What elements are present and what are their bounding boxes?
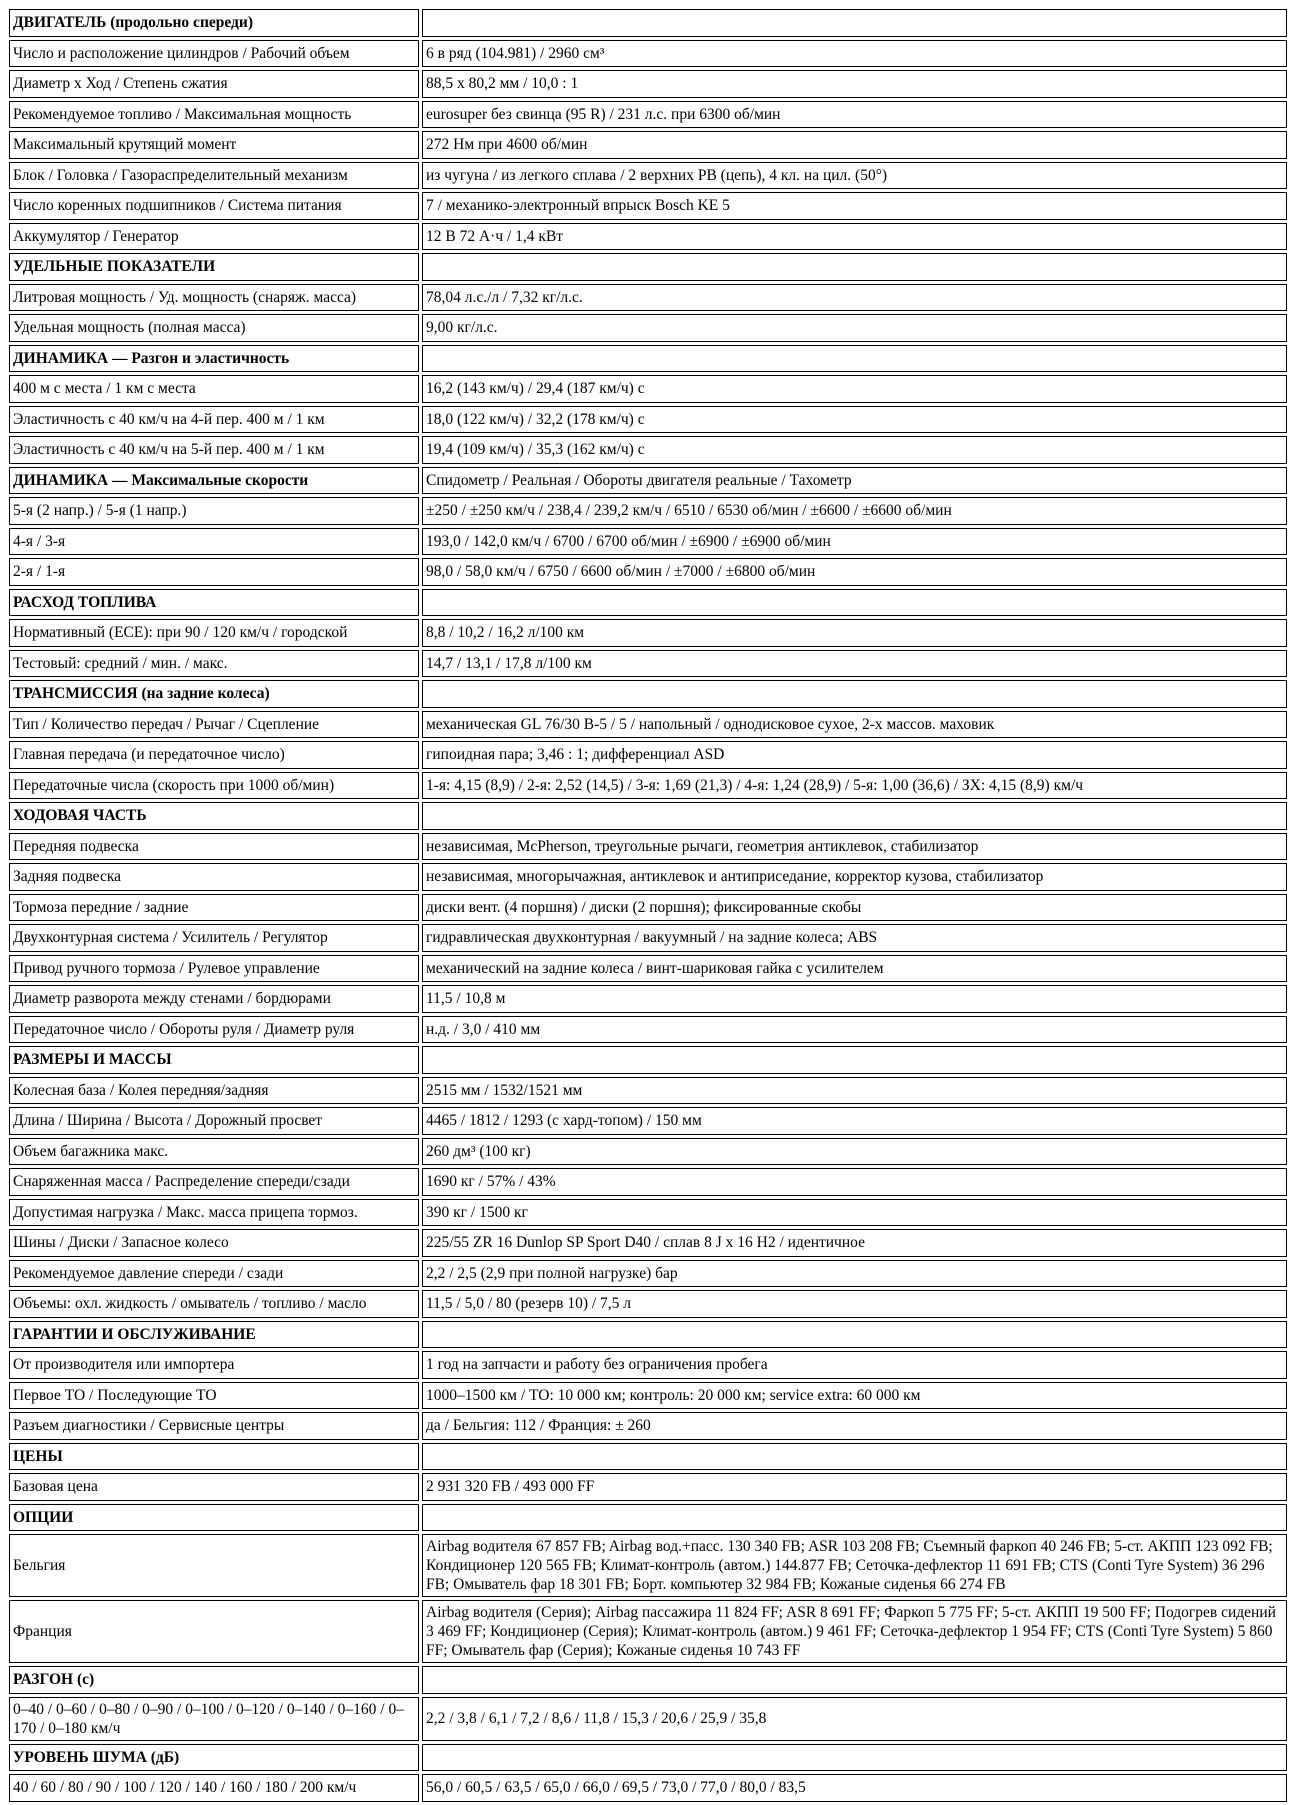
spec-label: Диаметр разворота между стенами / бордюрами [9,985,419,1013]
table-row [9,863,1287,891]
table-row [9,1473,1287,1501]
section-title: РАЗМЕРЫ И МАССЫ [9,1046,419,1074]
table-row [9,1382,1287,1410]
spec-label: 2-я / 1-я [9,558,419,586]
table-row [9,375,1287,403]
section-subtitle [422,1321,1287,1349]
section-header-row [9,1321,1287,1349]
table-row [9,650,1287,678]
section-header-row [9,802,1287,830]
spec-value: 98,0 / 58,0 км/ч / 6750 / 6600 об/мин / ±7000 / ±6800 об/мин [422,558,1287,586]
table-row [9,1107,1287,1135]
spec-value: гидравлическая двухконтурная / вакуумный / на задние колеса; ABS [422,924,1287,952]
spec-label: Первое ТО / Последующие ТО [9,1382,419,1410]
section-header-row [9,345,1287,373]
table-row [9,1016,1287,1044]
spec-label: Число и расположение цилиндров / Рабочий объем [9,40,419,68]
section-subtitle [422,1046,1287,1074]
spec-value: 16,2 (143 км/ч) / 29,4 (187 км/ч) с [422,375,1287,403]
section-subtitle [422,1443,1287,1471]
section-header-row [9,680,1287,708]
section-subtitle [422,1744,1287,1772]
section-header-row [9,253,1287,281]
table-row [9,497,1287,525]
table-row [9,894,1287,922]
spec-label: Эластичность с 40 км/ч на 4-й пер. 400 м / 1 км [9,406,419,434]
spec-label: Рекомендуемое давление спереди / сзади [9,1260,419,1288]
spec-label: Бельгия [9,1534,419,1597]
table-row [9,1168,1287,1196]
spec-value: 193,0 / 142,0 км/ч / 6700 / 6700 об/мин / ±6900 / ±6900 об/мин [422,528,1287,556]
section-header-row [9,1744,1287,1772]
spec-label: Нормативный (ЕСЕ): при 90 / 120 км/ч / городской [9,619,419,647]
spec-label: Максимальный крутящий момент [9,131,419,159]
table-row [9,772,1287,800]
section-header-row [9,1666,1287,1694]
spec-label: Передаточные числа (скорость при 1000 об/мин) [9,772,419,800]
spec-label: 4-я / 3-я [9,528,419,556]
spec-label: Тормоза передние / задние [9,894,419,922]
section-subtitle [422,253,1287,281]
spec-value: 78,04 л.с./л / 7,32 кг/л.с. [422,284,1287,312]
spec-value: 18,0 (122 км/ч) / 32,2 (178 км/ч) с [422,406,1287,434]
spec-value: 88,5 х 80,2 мм / 10,0 : 1 [422,70,1287,98]
spec-label: Шины / Диски / Запасное колесо [9,1229,419,1257]
table-row [9,1290,1287,1318]
spec-label: Базовая цена [9,1473,419,1501]
section-subtitle [422,802,1287,830]
spec-label: Колесная база / Колея передняя/задняя [9,1077,419,1105]
section-header-row [9,1046,1287,1074]
spec-value: 1-я: 4,15 (8,9) / 2-я: 2,52 (14,5) / 3-я: 1,69 (21,3) / 4-я: 1,24 (28,9) / 5-я: 1,00 (36,6) / ЗХ: 4,15 (8,9) км/ч [422,772,1287,800]
table-row [9,955,1287,983]
spec-value: 19,4 (109 км/ч) / 35,3 (162 км/ч) с [422,436,1287,464]
spec-value: гипоидная пара; 3,46 : 1; дифференциал ASD [422,741,1287,769]
section-subtitle [422,1504,1287,1532]
table-row [9,558,1287,586]
spec-label: Тип / Количество передач / Рычаг / Сцепление [9,711,419,739]
spec-value: независимая, McPherson, треугольные рычаги, геометрия антиклевок, стабилизатор [422,833,1287,861]
spec-value: механическая GL 76/30 B-5 / 5 / напольный / однодисковое сухое, 2-х массов. маховик [422,711,1287,739]
spec-value: 9,00 кг/л.с. [422,314,1287,342]
table-row [9,192,1287,220]
spec-value: 225/55 ZR 16 Dunlop SP Sport D40 / сплав 8 J x 16 H2 / идентичное [422,1229,1287,1257]
table-row [9,1077,1287,1105]
spec-label: Диаметр х Ход / Степень сжатия [9,70,419,98]
spec-label: Тестовый: средний / мин. / макс. [9,650,419,678]
table-row [9,985,1287,1013]
table-row [9,406,1287,434]
table-row [9,1412,1287,1440]
table-row [9,1138,1287,1166]
spec-table [6,6,1290,1805]
spec-value: да / Бельгия: 112 / Франция: ± 260 [422,1412,1287,1440]
section-header-row [9,467,1287,495]
spec-label: Допустимая нагрузка / Макс. масса прицепа тормоз. [9,1199,419,1227]
section-subtitle: Спидометр / Реальная / Обороты двигателя реальные / Тахометр [422,467,1287,495]
spec-value: 12 В 72 А·ч / 1,4 кВт [422,223,1287,251]
section-title: ДИНАМИКА — Разгон и эластичность [9,345,419,373]
table-row [9,162,1287,190]
table-row [9,1534,1287,1597]
spec-value: механический на задние колеса / винт-шариковая гайка с усилителем [422,955,1287,983]
section-header-row [9,589,1287,617]
spec-table-body [9,9,1287,1802]
spec-label: Объем багажника макс. [9,1138,419,1166]
table-row [9,131,1287,159]
table-row [9,436,1287,464]
spec-label: Задняя подвеска [9,863,419,891]
spec-label: Литровая мощность / Уд. мощность (снаряж. масса) [9,284,419,312]
section-title: РАСХОД ТОПЛИВА [9,589,419,617]
spec-value: диски вент. (4 поршня) / диски (2 поршня); фиксированные скобы [422,894,1287,922]
section-subtitle [422,589,1287,617]
spec-label: 5-я (2 напр.) / 5-я (1 напр.) [9,497,419,525]
section-title: УРОВЕНЬ ШУМА (дБ) [9,1744,419,1772]
spec-label: Передняя подвеска [9,833,419,861]
spec-label: От производителя или импортера [9,1351,419,1379]
spec-value: 2515 мм / 1532/1521 мм [422,1077,1287,1105]
table-row [9,1351,1287,1379]
spec-value: 11,5 / 5,0 / 80 (резерв 10) / 7,5 л [422,1290,1287,1318]
table-row [9,284,1287,312]
spec-value: 6 в ряд (104.981) / 2960 см³ [422,40,1287,68]
spec-value: 11,5 / 10,8 м [422,985,1287,1013]
spec-value: 272 Нм при 4600 об/мин [422,131,1287,159]
spec-label: Передаточное число / Обороты руля / Диаметр руля [9,1016,419,1044]
table-row [9,619,1287,647]
table-row [9,711,1287,739]
spec-value: 4465 / 1812 / 1293 (с хард-топом) / 150 мм [422,1107,1287,1135]
spec-value: 1690 кг / 57% / 43% [422,1168,1287,1196]
spec-label: Разъем диагностики / Сервисные центры [9,1412,419,1440]
table-row [9,1600,1287,1663]
section-title: ГАРАНТИИ И ОБСЛУЖИВАНИЕ [9,1321,419,1349]
spec-label: Блок / Головка / Газораспределительный механизм [9,162,419,190]
table-row [9,833,1287,861]
table-row [9,1199,1287,1227]
spec-value: 14,7 / 13,1 / 17,8 л/100 км [422,650,1287,678]
spec-label: Аккумулятор / Генератор [9,223,419,251]
section-title: ОПЦИИ [9,1504,419,1532]
table-row [9,223,1287,251]
spec-value: ±250 / ±250 км/ч / 238,4 / 239,2 км/ч / 6510 / 6530 об/мин / ±6600 / ±6600 об/мин [422,497,1287,525]
spec-label: Эластичность с 40 км/ч на 5-й пер. 400 м / 1 км [9,436,419,464]
section-subtitle [422,1666,1287,1694]
spec-value: независимая, многорычажная, антиклевок и антиприседание, корректор кузова, стабилизатор [422,863,1287,891]
spec-label: 40 / 60 / 80 / 90 / 100 / 120 / 140 / 160 / 180 / 200 км/ч [9,1774,419,1802]
spec-label: 0–40 / 0–60 / 0–80 / 0–90 / 0–100 / 0–120 / 0–140 / 0–160 / 0–170 / 0–180 км/ч [9,1697,419,1741]
spec-label: Двухконтурная система / Усилитель / Регулятор [9,924,419,952]
section-title: ЦЕНЫ [9,1443,419,1471]
spec-value: 2,2 / 3,8 / 6,1 / 7,2 / 8,6 / 11,8 / 15,3 / 20,6 / 25,9 / 35,8 [422,1697,1287,1741]
spec-value: Airbag водителя 67 857 FB; Airbag вод.+пасс. 130 340 FB; ASR 103 208 FB; Съемный фаркоп 40 246 FB; 5-ст. АКПП 123 092 FB; Кондиционер 120 565 FB; Климат-контроль (автом.) 144.877 FB; Сеточка-дефлектор 11 691 FB; CTS (Conti Tyre System) 36 296 FB; Омыватель фар 18 301 FB; Борт. компьютер 32 984 FB; Кожаные сиденья 66 274 FB [422,1534,1287,1597]
table-row [9,101,1287,129]
section-subtitle [422,345,1287,373]
spec-label: Рекомендуемое топливо / Максимальная мощность [9,101,419,129]
section-title: ДИНАМИКА — Максимальные скорости [9,467,419,495]
spec-label: 400 м с места / 1 км с места [9,375,419,403]
spec-value: 2 931 320 FB / 493 000 FF [422,1473,1287,1501]
table-row [9,1697,1287,1741]
table-row [9,741,1287,769]
spec-value: из чугуна / из легкого сплава / 2 верхних РВ (цепь), 4 кл. на цил. (50°) [422,162,1287,190]
spec-label: Объемы: охл. жидкость / омыватель / топливо / масло [9,1290,419,1318]
spec-value: 1000–1500 км / ТО: 10 000 км; контроль: 20 000 км; service extra: 60 000 км [422,1382,1287,1410]
section-subtitle [422,9,1287,37]
spec-label: Привод ручного тормоза / Рулевое управление [9,955,419,983]
table-row [9,924,1287,952]
section-title: ДВИГАТЕЛЬ (продольно спереди) [9,9,419,37]
spec-value: 1 год на запчасти и работу без ограничения пробега [422,1351,1287,1379]
section-header-row [9,1504,1287,1532]
table-row [9,1774,1287,1802]
section-title: ТРАНСМИССИЯ (на задние колеса) [9,680,419,708]
spec-value: 2,2 / 2,5 (2,9 при полной нагрузке) бар [422,1260,1287,1288]
spec-value: 56,0 / 60,5 / 63,5 / 65,0 / 66,0 / 69,5 / 73,0 / 77,0 / 80,0 / 83,5 [422,1774,1287,1802]
section-subtitle [422,680,1287,708]
spec-value: Airbag водителя (Серия); Airbag пассажира 11 824 FF; ASR 8 691 FF; Фаркоп 5 775 FF; 5-ст. АКПП 19 500 FF; Подогрев сидений 3 469 FF; Кондиционер (Серия); Климат-контроль (автом.) 9 461 FF; Сеточка-дефлектор 1 954 FF; CTS (Conti Tyre System) 5 860 FF; Омыватель фар (Серия); Кожаные сиденья 10 743 FF [422,1600,1287,1663]
spec-label: Снаряженная масса / Распределение спереди/сзади [9,1168,419,1196]
spec-value: 7 / механико-электронный впрыск Bosch KE 5 [422,192,1287,220]
spec-label: Число коренных подшипников / Система питания [9,192,419,220]
spec-value: 390 кг / 1500 кг [422,1199,1287,1227]
table-row [9,1229,1287,1257]
spec-label: Удельная мощность (полная масса) [9,314,419,342]
table-row [9,528,1287,556]
spec-value: eurosuper без свинца (95 R) / 231 л.с. при 6300 об/мин [422,101,1287,129]
table-row [9,1260,1287,1288]
section-title: РАЗГОН (с) [9,1666,419,1694]
table-row [9,70,1287,98]
section-title: УДЕЛЬНЫЕ ПОКАЗАТЕЛИ [9,253,419,281]
spec-label: Главная передача (и передаточное число) [9,741,419,769]
table-row [9,40,1287,68]
table-row [9,314,1287,342]
section-header-row [9,1443,1287,1471]
section-title: ХОДОВАЯ ЧАСТЬ [9,802,419,830]
spec-value: 260 дм³ (100 кг) [422,1138,1287,1166]
section-header-row [9,9,1287,37]
spec-value: 8,8 / 10,2 / 16,2 л/100 км [422,619,1287,647]
spec-label: Длина / Ширина / Высота / Дорожный просвет [9,1107,419,1135]
spec-value: н.д. / 3,0 / 410 мм [422,1016,1287,1044]
spec-label: Франция [9,1600,419,1663]
